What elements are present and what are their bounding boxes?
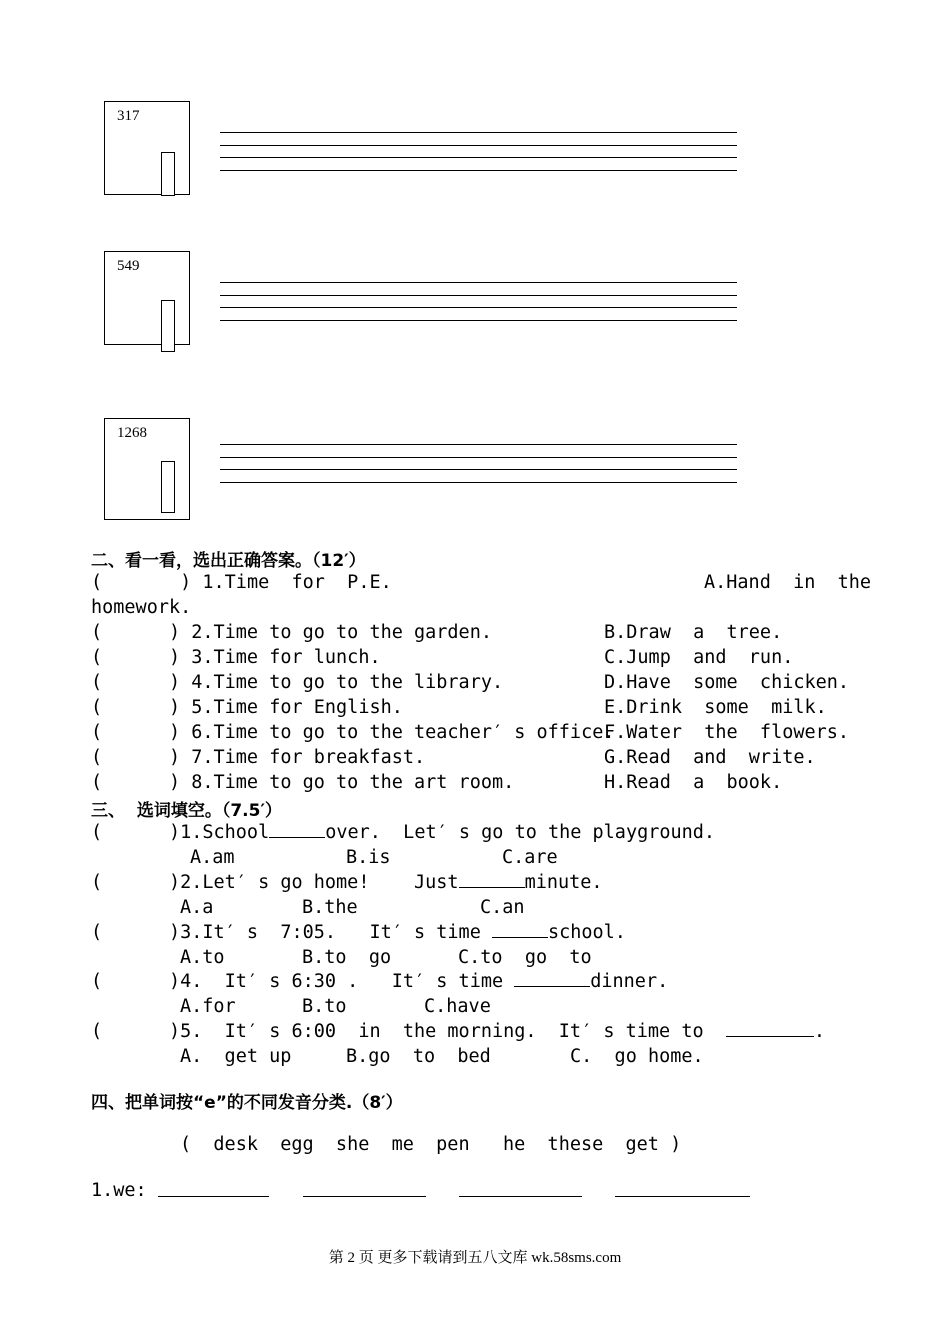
choice-c: C.an [480, 897, 525, 918]
choice-b: B.the [302, 897, 358, 918]
option-text: B.Draw a tree. [604, 622, 783, 643]
question-text: over. Let′ s go to the playground. [325, 822, 716, 843]
section-2-row-4 [91, 670, 503, 695]
question-text: school. [547, 922, 626, 943]
answer-paren[interactable]: ( ) [91, 922, 181, 943]
clock-time-label: 1268 [117, 425, 147, 441]
section-2-row-2 [91, 620, 492, 645]
answer-paren[interactable]: ( ) [91, 772, 181, 793]
fill-blank[interactable] [459, 887, 525, 888]
answer-blank-3[interactable] [459, 1196, 582, 1197]
clock-box-3 [104, 418, 190, 520]
fill-blank[interactable] [514, 986, 590, 987]
option-text: D.Have some chicken. [604, 672, 850, 693]
writing-line [220, 170, 737, 171]
answer-paren[interactable]: ( ) [91, 1021, 181, 1042]
clock-hand-icon [161, 152, 175, 196]
option-wrap-text: homework. [91, 597, 192, 618]
question-text: 8.Time to go to the art room. [180, 772, 515, 793]
choice-b: B.to go [302, 947, 392, 968]
section-2-row-3 [91, 645, 381, 670]
section-3-q5 [91, 1019, 825, 1044]
writing-line [220, 145, 737, 146]
question-text: 2.Let′ s go home! Just [180, 872, 459, 893]
clock-time-label: 317 [117, 108, 140, 124]
writing-line [220, 307, 737, 308]
section-2-row-6 [91, 720, 615, 745]
section-3-q1 [91, 820, 715, 845]
answer-line-label: 1.we: [91, 1180, 147, 1201]
answer-paren[interactable]: ( ) [91, 822, 181, 843]
choice-c: C.have [424, 996, 491, 1017]
question-text: 1.Time for P.E. [191, 572, 392, 593]
choice-c: C.to go to [458, 947, 592, 968]
choice-c: C.are [502, 847, 558, 868]
option-text: F.Water the flowers. [604, 722, 850, 743]
writing-line [220, 132, 737, 133]
section-3-q2 [91, 870, 603, 895]
answer-paren[interactable]: ( ) [91, 747, 181, 768]
answer-paren[interactable]: ( ) [91, 697, 181, 718]
clock-time-label: 549 [117, 258, 140, 274]
question-text: 5. It′ s 6:00 in the morning. It′ s time to [180, 1021, 726, 1042]
option-text: C.Jump and run. [604, 647, 794, 668]
answer-paren[interactable]: ( ) [91, 971, 181, 992]
fill-blank[interactable] [269, 837, 325, 838]
writing-line [220, 282, 737, 283]
fill-blank[interactable] [492, 937, 548, 938]
clock-box-2 [104, 251, 190, 345]
choice-b: B.is [346, 847, 391, 868]
question-text: 1.School [180, 822, 270, 843]
option-text: A.Hand in the [704, 572, 872, 593]
section-2-row-8 [91, 770, 514, 795]
section-2-row-7 [91, 745, 425, 770]
section-2-row-5 [91, 695, 403, 720]
answer-paren[interactable]: ( ) [91, 872, 181, 893]
writing-line [220, 157, 737, 158]
answer-paren[interactable]: ( ) [91, 722, 181, 743]
clock-box-1 [104, 101, 190, 195]
clock-hand-icon [161, 461, 175, 513]
writing-line [220, 295, 737, 296]
choice-b: B.go to bed [346, 1046, 491, 1067]
question-text: minute. [524, 872, 603, 893]
question-text: 4.Time to go to the library. [180, 672, 504, 693]
writing-line [220, 320, 737, 321]
question-text: 7.Time for breakfast. [180, 747, 426, 768]
option-text: H.Read a book. [604, 772, 783, 793]
page-footer: 第 2 页 更多下载请到五八文库 wk.58sms.com [328, 1250, 622, 1266]
choice-a: A.am [190, 847, 235, 868]
answer-blank-2[interactable] [303, 1196, 426, 1197]
section-3-q3 [91, 920, 626, 945]
choice-c: C. go home. [570, 1046, 704, 1067]
question-text: 4. It′ s 6:30 . It′ s time [180, 971, 515, 992]
writing-line [220, 457, 737, 458]
question-text: 2.Time to go to the garden. [180, 622, 492, 643]
answer-blank-1[interactable] [158, 1196, 269, 1197]
word-list: ( desk egg she me pen he these get ) [180, 1134, 682, 1155]
section-3-title: 三、 选词填空。（7.5′） [91, 801, 282, 821]
answer-paren[interactable]: ( ) [91, 672, 181, 693]
clock-hand-icon [161, 300, 175, 352]
question-text: 5.Time for English. [180, 697, 403, 718]
choice-a: A.a [180, 897, 214, 918]
answer-blank-4[interactable] [615, 1196, 750, 1197]
question-text: 6.Time to go to the teacher′ s office. [180, 722, 615, 743]
choice-a: A. get up [180, 1046, 292, 1067]
section-3-q4 [91, 969, 668, 994]
section-2-q1 [91, 570, 392, 595]
choice-a: A.for [180, 996, 236, 1017]
fill-blank[interactable] [726, 1036, 814, 1037]
option-text: G.Read and write. [604, 747, 816, 768]
question-text: 3.Time for lunch. [180, 647, 381, 668]
answer-paren[interactable]: ( ) [91, 622, 181, 643]
answer-paren[interactable]: ( ) [91, 572, 192, 593]
question-text: 3.It′ s 7:05. It′ s time [180, 922, 492, 943]
question-text: dinner. [590, 971, 669, 992]
answer-paren[interactable]: ( ) [91, 647, 181, 668]
section-2-title: 二、看一看，选出正确答案。（12′） [91, 551, 366, 571]
writing-line [220, 482, 737, 483]
option-text: E.Drink some milk. [604, 697, 827, 718]
question-text: . [813, 1021, 826, 1042]
writing-line [220, 469, 737, 470]
choice-b: B.to [302, 996, 347, 1017]
writing-line [220, 444, 737, 445]
section-4-title: 四、把单词按“e”的不同发音分类.（8′） [91, 1093, 403, 1113]
choice-a: A.to [180, 947, 225, 968]
